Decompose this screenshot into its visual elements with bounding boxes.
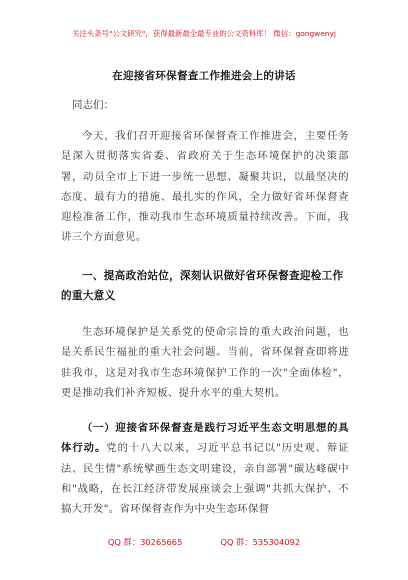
section-heading: 一、提高政治站位，深刻认识做好省环保督查迎检工作的重大意义 — [61, 270, 344, 302]
salutation: 同志们： — [72, 99, 114, 111]
subsection-body: 党的十八大以来，习近平总书记以"历史观、辩证法、民生情"系统擘画生态文明建设，亲自部署"碳达峰碳中和"战略，在长江经济带发展座谈会上强调"共抓大保护、不搞大开发"。省环保督查作为中央生态环保督 — [61, 442, 349, 516]
section-body-paragraph: 生态环境保护是关系党的使命宗旨的重大政治问题，也是关系民生福祉的重大社会问题。当前，省环保督查即将进驻我市，这是对我市生态环境保护工作的一次"全面体检"，更是推动我们补齐短板、提升水平的重大契机。 — [61, 326, 349, 399]
footer-contact — [0, 536, 408, 548]
footer-qq-group-2: QQ 群：535304092 — [220, 537, 301, 547]
subsection-paragraph — [61, 418, 349, 519]
document-title: 在迎接省环保督查工作推进会上的讲话 — [112, 70, 296, 82]
footer-qq-group-1: QQ 群：30265665 — [107, 537, 183, 547]
subsection-heading: （一）迎接省环保督查是践行习近平生态文明思想的具体行动。 — [61, 422, 349, 455]
promo-banner: 关注头条号"公文研究"，获得最新最全最专业的公文资料库！ 微信：gongwenyj — [72, 29, 336, 38]
intro-paragraph: 今天，我们召开迎接省环保督查工作推进会，主要任务是深入贯彻落实省委、省政府关于生态环境保护的决策部署，动员全市上下进一步统一思想、凝聚共识，以最坚决的态度、最有力的措施、最扎实的作风，全力做好省环保督查迎检准备工作，推动我市生态环境质量持续改善。下面，我讲三个方面意见。 — [61, 130, 349, 244]
